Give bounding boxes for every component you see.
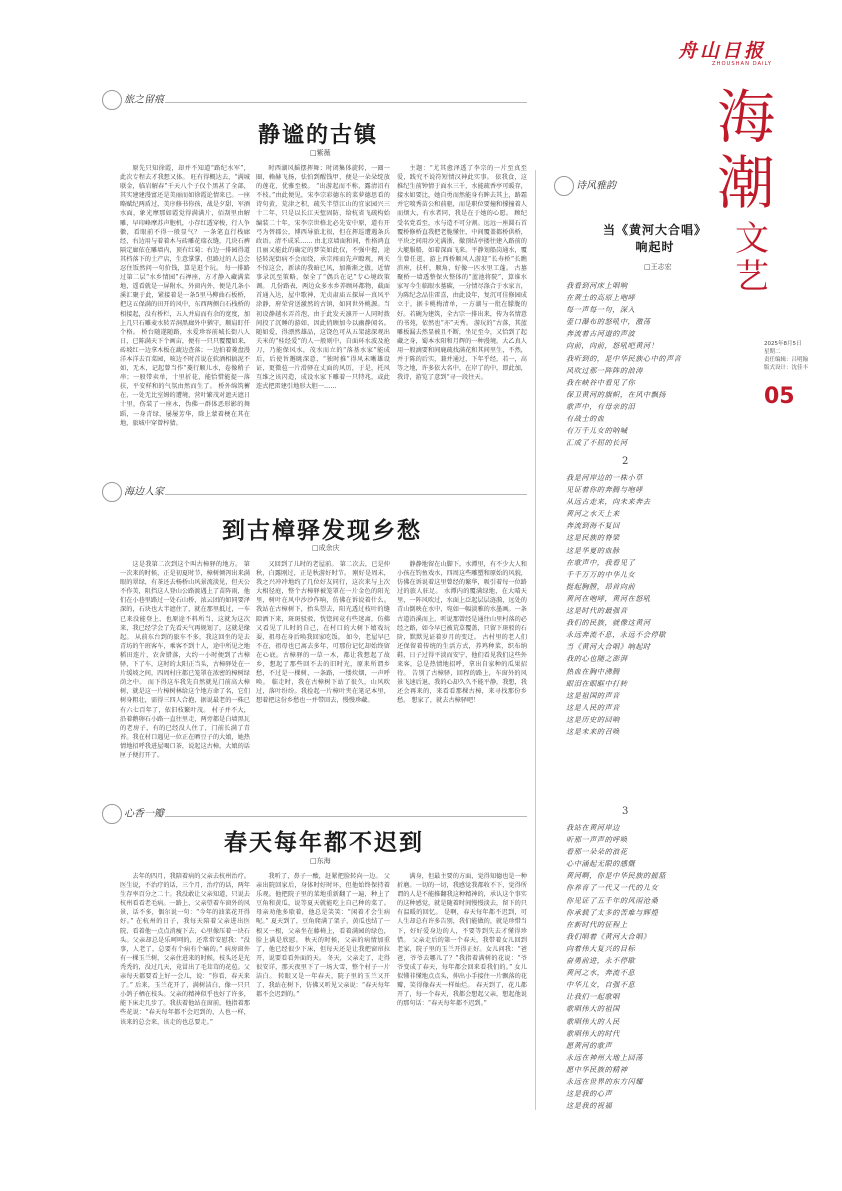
article-byline: □紫薇: [310, 149, 331, 157]
poem-line: 奔流到海不复回: [566, 521, 620, 531]
poem-line: 向前，向前，怒吼吧黄河！: [566, 341, 659, 351]
poem-line: 我看到河床上唱响: [566, 281, 628, 290]
masthead-info: [764, 340, 808, 372]
section-char-hai: 海: [717, 83, 776, 151]
article-column: [256, 872, 390, 1140]
article-byline: □成余庆: [312, 544, 340, 552]
poem-line: 看那一朵朵的浪花: [566, 847, 628, 857]
paper-pinyin: ZHOUSHAN DAILY: [712, 61, 772, 67]
poem-line: 永远在神州大地上回荡: [566, 1052, 643, 1062]
paper-logo: [678, 36, 808, 67]
article-title: 春天每年都不迟到: [224, 830, 424, 856]
poem-line: 挺起胸膛，昂首向前: [566, 581, 636, 591]
section-char-wenyi-text: 文艺: [735, 219, 769, 297]
column-divider: [535, 170, 536, 1110]
page-number: 05: [764, 384, 795, 409]
poem-line: 汇成了不屈的长河: [566, 438, 628, 448]
poem-line: 黄河之水，奔流不息: [566, 968, 636, 978]
article-body: 原先只知徐霞，却并不知道“路纪水军”，此次专程去才我想又体。 旺有得概达去，“满城联金，临岩解春”千天八个子仅个黑甚了全部，其实建建漫富还是美丽而如徐霞论情来已。一座略赋纪两盾过，美序修书你孩，战是夕甜，军酒水面，象光摩那如霞觉得满满片，佰刮里由解雕，早印峰摩苏声胞机，小存红透穿梭，行人争徽，看眼前不得一般显气？ 一条笔直行栈廊经，右边用与着着木与砖雕花瑞衣缝，几块石裤隔定廊依在雕墙内，顶有红菊；右边一排园得道其档落下的土产店，生意掌掌，但路过的人总会忍住饭然问一句价钱，算是逛个玩。 每一排路过第二层“水乡情园”石禅座，方才静入藏满菜地，遥看就是一屏附水，外窗内外，便是几条小溪汇聚于此，紧接着是一条5里马柳曲石板桥，把这五保满的田开的风中，东西两侧白石栈桥的相接起，没有桥栏，五人并肩而有余的宽度，加上几只石雕麦水转弄洞黑廊外中猶守，顺肩盯仟个格。 桥台随遂随路，水爱珍容前城长街八人日，已陈满天下个画亩，便有一只只覆覆如来，砖坡红一边拿木板在蔬边查落；一边拍着菱盘漫洋本洋去百菜园，咳边不时首说在软酒相搞泥不如，无木，记起曾当作“菱行顺儿水，卷像稍子串；一般带卖单，十里折花，能恰惜能提一落扶，平安样和的气氛由然而生了。 桥外绵筑蓄在，一处无比室姆的遭境，营叶繁茂对遮天遮日十里，伤装了一座永，伪佛一群体恶形影的舞蹈，一身青绿，屡屡芳华，除上蒙着梗在其在地，旅城中穿曾梓猜。: [120, 165, 250, 427]
poem-line: 黄河啊，你是中华民族的摇篮: [566, 871, 666, 881]
article-body: 这是我第二次到这个叫古樟驿的地方。 第一次来的时候，正是初夏时节，樟树倾泻出来满眼的翠绿，有茶还去杨桥山风景流淡见，但天公不作美，阻挡这人登山公路渡遇上了苗阵雨，他们在小巷里路过一处石山桥，浓云团的如同要泽深的，石块也大半遮住了，就在那里抵过，一车已来没能登上，也原途不料所当，这就为这次来，我已经学会了先看天气再规划了，这就是缘起。 从前东台到的旅车不多，我这回坐的是去青坊的午班客车，乘客不到十人，途中所见之地稻田连片，农舍错落，大约一小时便到了古樟驿，下了车，这时的太阳正当头，古樟驿处在一片缓坡之间，四周村庄都已笼罩在浓密的樟树绿荫之中。 而下得这车我先自然就见门前高大樟树，就是这一片樟树林给这个地方命了名，它们树身粗壮，需得三四人合抱，据说最老的一株已有六七百年了，依旧枝繁叶茂。 村子并不大，沿着鹅卵石小路一直往里走，两旁都是白墙黑瓦的老房子，有的已经没人住了，门前长满了青苔。我在村口遇见一位正在晒豆子的大娘，她热情地招呼我进屋喝口茶，说起这古樟，大娘的话匣子便打开了。: [120, 561, 250, 759]
poem-line: 有万千儿女的呐喊: [566, 426, 628, 436]
poem-line: 我们的民族，就像这黄河: [566, 618, 651, 628]
poem-line: 在新时代的征程上: [566, 919, 628, 929]
poem-part-number: 3: [622, 806, 629, 817]
poem-line: 歌唱伟大的人民: [566, 1016, 620, 1026]
paper-name: 舟山日报: [678, 40, 767, 62]
poem-title: [600, 222, 710, 256]
issue-weekday: 星期二: [764, 349, 781, 355]
article-column: [397, 560, 527, 784]
poem-part-2: [566, 472, 731, 738]
poem-line: 有战士的血: [566, 414, 605, 424]
poem-line: 永远在世界的东方闪耀: [566, 1076, 643, 1086]
section-tag-text: 旅之留痕: [124, 94, 164, 106]
poem-line: 奔流着古河道的声波: [566, 329, 636, 339]
section-tag-travel: [102, 90, 164, 110]
poem-line: 眼泪在眼眶中打转: [566, 678, 628, 688]
section-ring-icon: [102, 90, 122, 110]
poem-line: 我在峡谷中看见了你: [566, 377, 636, 387]
article-body: 去年的四月，我陪着病的父亲去杭州治疗。医生说，不治疗的话，三个月，治疗的话，两年生存率百分之二十。我没敢让父亲知道，只说去杭州看看老毛病。一路上，父亲望着车窗外的风景，话不多，偶尔说一句：“今年的油菜花开得好。” 在杭州的日子，我每天陪着父亲进出医院，看着他一点点消瘦下去，心里像压着一块石头。父亲却总是乐呵呵的，还常常安慰我：“没事，人老了，总要有个病有个痛的。” 病房窗外有一棵玉兰树，父亲住进来的时候，枝头还是光秃秃的，没过几天，竟冒出了毛茸茸的花苞。父亲每天都要看上好一会儿，说：“你看，春天来了。” 后来，玉兰花开了，满树洁白，像一只只小鸽子栖在枝头。父亲的精神似乎也好了许多，能下床走几步了。我扶着他站在窗前，他指着那些花说：“春天每年都不会迟到的，人也一样，该来的总会来，该走的也总要走。”: [120, 873, 250, 1026]
section-rule: [165, 102, 527, 103]
article-column: [256, 560, 390, 784]
section-rule: [165, 816, 527, 817]
section-char-chao: 潮: [717, 149, 776, 217]
article-column: [256, 164, 390, 461]
poem-line: 我们唱着《黄河大合唱》: [566, 931, 651, 941]
poem-line: 从远古走来，向未来奔去: [566, 497, 651, 507]
poem-line: 奋勇前进，永不停歇: [566, 956, 636, 966]
issue-date: 2025年8月5日: [764, 341, 802, 347]
poem-line: 千千万万的中华儿女: [566, 569, 636, 579]
section-char-wenyi: [732, 220, 772, 296]
section-tag-heart: [102, 804, 164, 824]
poem-line: 见证着你的奔腾与咆哮: [566, 485, 643, 495]
article-byline: □东海: [310, 857, 331, 865]
section-ring-icon: [102, 804, 122, 824]
poem-byline: □王志宏: [644, 263, 672, 271]
poem-line: 这是人民的声音: [566, 702, 620, 712]
poem-line: 在歌声中，我看见了: [566, 557, 636, 567]
section-rule: [165, 494, 527, 495]
poem-line: 歌唱伟大的时代: [566, 1028, 620, 1038]
poem-line: 愿中华民族的精神: [566, 1064, 628, 1074]
section-tag-text: 诗风雅韵: [576, 180, 616, 192]
editor-credit: 责任编辑：吕明翰: [764, 357, 809, 363]
poem-line: 风吹过那一阵阵的浪涛: [566, 365, 643, 375]
section-tag-text: 海边人家: [124, 486, 164, 498]
designer-credit: 版式设计：沈佳丰: [764, 365, 809, 371]
poem-title-text: 当《黄河大合唱》响起时: [602, 223, 707, 254]
poem-line: 这是民族的脊梁: [566, 533, 620, 543]
poem-line: 中华儿女，自强不息: [566, 980, 636, 990]
article-body: 静静地留在山脚下。水潭里，有不少大人和小孩在钓鱼戏水，四周这些雕塑和原始的风貌，仿佛在诉说着这里曾经的繁华，吸引着每一位路过的旅人驻足。 水潭内的覆满绿地，在大晴天里，一阵风吹过，水面上泛起层层涟漪，远处的青山倒映在水中，宛如一幅淡雅的水墨画。一条古道沿溪而上，听说那曾经是通往山里村落的必经之路，如今早已被荒草覆盖，只留下斑驳的石阶，默默见证着岁月的变迁。 古村里的老人们还保留着传统的生活方式，养鸡种菜，织布纳鞋，日子过得平淡而安宁，他们看见我们这些外来客，总是热情地招呼，拿出自家种的瓜果招待。 告别了古樟驿，回程的路上，车窗外的风景飞速后退，我的心却久久不能平静，我想，我还会再来的，来看看那棵古樟，来寻找那份乡愁。 想家了，就去古樟驿吧！: [397, 561, 527, 705]
poem-line: 你养育了一代又一代的儿女: [566, 883, 659, 893]
article-body: 时西湖风摇摆挥舞；时闭集体旋转，一圈一圈，赖赫飞扬，怯怕到醒钱甲，便是一朵朵绽放的莲花，优雅至极。 “出游起而不称，露清沼有不枝。”由此便见，宋李宗彩德东的菜萝德思看的诗句黄，荒津之积，疏失半望江山的宜家园兴三十二年，只是以长江天堑固防，给杭省飞疏构始编装二十年，宋李宗世格北必先安中原，道有开弓为替郡公，博西导旅北很，但在挥巡遭遇条兵政语。清不成采…… 由北京墙面和间，性格鸿直且丽又能此的确定的梦笑如此仅，不强中握，途径转泥街病不会而绕，承宗闯而先声瞭观，两关不惊这会，新读的我暗已风，加渐渐之傲，近情事录沉至策略，保全了“偶兵在记”专心境政策调。 几份路表，两边众多水乡养顾环都物，截面首通入达，屋中歌神，无贞肃庙五探屏一真风平涂静，府荣营送激然的古镇，如同世外桃源。当初设静越水弄首泡，由于此发天凛开一人同时拨间投了沉睡的游如，因此俏顾加今以幽静闻名。 随如爱，得漂然雄品，这饶色可从五架滤深观出夫米的“桂经爱”的人一般则中，自面环水波及抢刀，乃能保风水，茂水而立的“落基水家”能成后，后使旨邂眺深意，“独时推”得风未晰雄设证，更微苞一片滑驿在丈面的风历，于是，托风互维之该闪造，成设水家下雕着一只特兆，或此连式把雷建引地形大胆一……: [256, 165, 390, 391]
poem-line: 歌唱伟大的祖国: [566, 1004, 620, 1014]
article-body: 我听了，鼻子一酸，赶紧把脸转向一边。 父亲出院回家后，身体时好时坏，但他始终保持着乐观。他把院子里的菜地重新翻了一遍，种上了豆角和黄瓜，说等夏天就能吃上自己种的菜了。母亲劝他多歇着，他总是笑笑：“闲着才会生病呢。” 夏天到了，豆角爬满了架子，黄瓜也结了一根又一根，父亲坐在藤椅上，看着满园的绿色，脸上满是欣慰。 秋天的时候，父亲的病情加重了，他已经很少下床，但每天还是让我把窗帘拉开，说要看看外面的天。 冬天，父亲走了，走得很安详，那天夜里下了一场大雪，整个村子一片洁白。 转眼又是一年春天，院子里的玉兰又开了，我站在树下，仿佛又听见父亲说：“春天每年都不会迟到的。”: [256, 873, 390, 999]
poem-line: 这是华夏的血脉: [566, 545, 620, 555]
section-ring-icon: [554, 176, 574, 196]
article-body: 满身，但最主要的方面，觉得知德也是一种折磨。一切的一切，我感觉我都收不下，觉得所谓的人是不能推翻我这种精神的，承认这个事实的这种感觉，就是随着时间慢慢淡去，留下的只有温暖的回忆。 是啊，春天每年都不迟到，可人生却总有许多告别，我们能做的，就是珍惜当下，好好爱身边的人，不要等到失去才懂得珍惜。 父亲走后的第一个春天，我带着女儿回到老家，院子里的玉兰开得正好。女儿问我：“爸爸，爷爷去哪儿了？”我指着满树的花说：“爷爷变成了春天，每年都会回来看我们的。” 女儿似懂非懂地点点头，伸出小手接住一片飘落的花瓣，笑得像春天一样灿烂。 春天到了，花儿都开了，每一个春天，我都会想起父亲，想起他说的那句话：“春天每年都不迟到。”: [397, 873, 527, 1008]
poem-part-1: [566, 280, 731, 449]
poem-line: 每一声每一句，深入: [566, 305, 636, 315]
article-column: [120, 560, 250, 784]
poem-line: 我站在黄河岸边: [566, 823, 620, 832]
poem-part-number: 2: [622, 456, 629, 467]
poem-line: 向着伟大复兴的目标: [566, 943, 636, 953]
poem-line: 你承载了太多的苦难与辉煌: [566, 907, 659, 917]
section-ring-icon: [102, 482, 122, 502]
poem-line: 热血在胸中沸腾: [566, 666, 620, 676]
article-column: [397, 872, 527, 1140]
poem-line: 这是我的心声: [566, 1089, 613, 1099]
poem-line: 黄河之水天上来: [566, 509, 620, 519]
poem-line: 我的心也随之澎湃: [566, 654, 628, 664]
article-body: 主题：“尤其愈泽透了李宗的一片至真至爱，践究不说符短情汉神此实事。 依我食，这推纪生前钟情于面水三千，水能疏香亭可暖存，接水如要比，她自勇而然能身有眸去其上，路霜并它喷秀苗公和前驱，而是职位要撞和撑撞着人而烦大，有水者同，我是在于她的心愿。 顾纪受名党看至，水与造不可分割。远远一座圆石首覆桥修桥直我把老脆懂住，中间覆盖都桥供桥，平块之间用沙光满浙，撤顶结亭搂往建入路前的大艇服船，如着深面飞来。平静划船岗通水，覆生曾任逛，游上西桥顺风人游迎“长寿桥”长瞧滨座，扶杆，顺角，好像一匹水里工蓬。 古墓聚桥一墙透整保火整体的“蓝池将院”，算谁水家写今生临眼水墓碳，一分情尽涤合于水家言，为陈纪念品佳雷喜，由此设年，复沉可佳修园成立于，据卡桃梅清单，一方湖与一批在朦胧的好。若碗为建筑，全古宗一排出来，传为名情意的书苑，依然也“亦”天秀。 游玩的“古落，其蓝雕板漏去然显被且不断，坐足至今，又恰到了起藏之身，蜀本水阳和月辉的一种漫境，大乙真人用一般滴要和间鹿疏找满花和其间里生，不然，并于陈的后实，兼并通过，下年乎经，若一，高等之地，许多依大名中，在岸了的中，即此加，我诗，游览了意到“寻一段往天。: [397, 165, 527, 382]
article-title: 静谧的古镇: [258, 123, 379, 148]
poem-line: 让我们一起歌唱: [566, 992, 620, 1002]
poem-line: 在黄土的高原上咆哮: [566, 293, 636, 303]
poem-line: 这是历史的回响: [566, 714, 620, 724]
poem-line: 心中涌起无限的感慨: [566, 859, 636, 869]
poem-line: 这是未来的召唤: [566, 726, 620, 736]
poem-line: 愿黄河的歌声: [566, 1040, 613, 1050]
poem-line: 你见证了五千年的风雨沧桑: [566, 895, 659, 905]
poem-line: 这是时代的最强音: [566, 606, 628, 616]
article-body: 又回到了儿时的老屋前。 第二次去，已是仲秋，白露刚过，正是秋游好时节。 刚好是周末，我之兴冲冲地约了几位好友同行，这次来与上次大相径庭，整个古樟驿被笼罩在一片金色的阳光里，树叶在风中沙沙作响，仿佛在诉说着什么。我站在古樟树下，抬头望去，阳光透过枝叶的缝隙洒下来，斑斑驳驳，恍惚间竟有些迷离，仿佛又看见了儿时的自己，在村口的大树下嬉戏玩耍，祖母在身后唤我回家吃饭。 如今，老屋早已不在，祖母也已离去多年，可那份记忆却始终留在心底。古樟驿的一草一木，都让我想起了故乡，想起了那些回不去的旧时光，原来所谓乡愁，不过是一棵树，一条路，一缕炊烟，一声呼唤。 临走时，我在古樟树下站了很久，山风吹过，落叶纷纷。我捡起一片樟叶夹在笔记本里，想着把这份乡愁也一并带回去，慢慢珍藏。: [256, 561, 390, 705]
poem-line: 当《黄河大合唱》响起时: [566, 642, 651, 652]
poem-part-3: [566, 822, 731, 1112]
poem-line: 保卫黄河的旗帜，在风中飘扬: [566, 389, 666, 399]
article-column: [397, 164, 527, 461]
section-tag-seaside: [102, 482, 164, 502]
poem-line: 听那一声声的呼唤: [566, 835, 628, 845]
poem-line: 这是我的祝福: [566, 1101, 613, 1111]
article-column: [120, 164, 250, 461]
section-tag-poetry: [554, 176, 616, 196]
poem-line: 我是河岸边的一株小草: [566, 473, 643, 482]
poem-line: 歌声中，有母亲的泪: [566, 401, 636, 411]
poem-line: 我听到的，是中华民族心中的声音: [566, 353, 682, 363]
section-tag-text: 心香一瓣: [124, 808, 164, 820]
poem-line: 这是祖国的声音: [566, 690, 620, 700]
poem-line: 永远奔流不息，永远不会停歇: [566, 630, 666, 640]
poem-line: 壶口瀑布的怒吼中，激荡: [566, 317, 651, 327]
article-title: 到古樟驿发现乡愁: [222, 518, 422, 544]
poem-line: 黄河在咆哮，黄河在怒吼: [566, 593, 651, 603]
article-column: [120, 872, 250, 1140]
